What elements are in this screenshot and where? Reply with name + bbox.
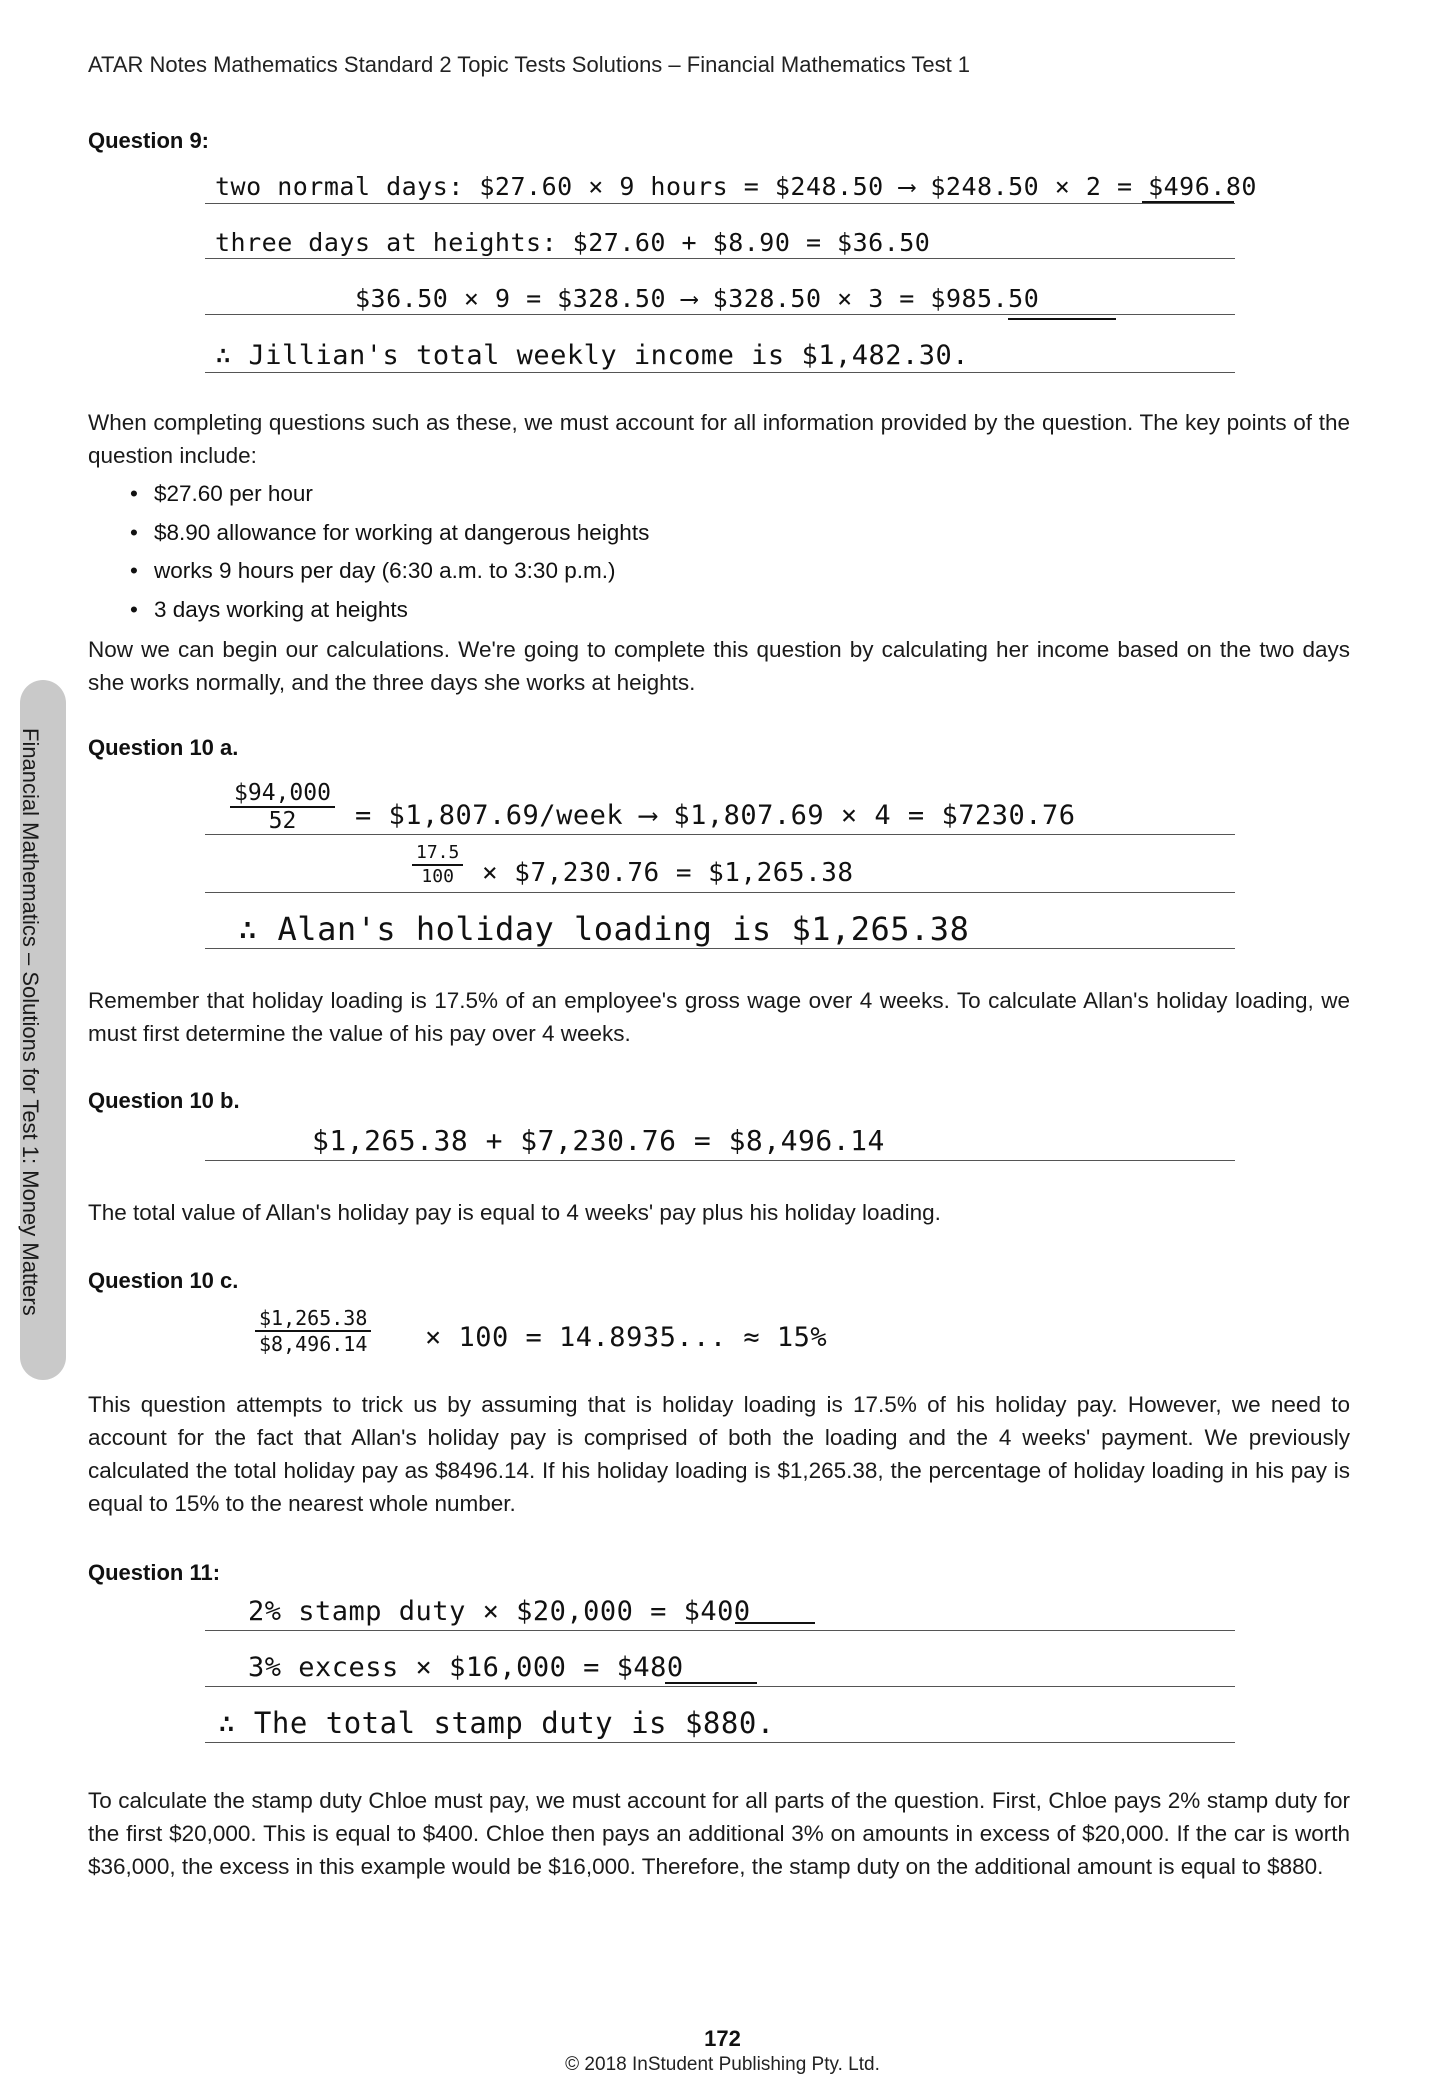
answer-underline <box>1142 201 1234 203</box>
q9-explanation: When completing questions such as these, we must account for all information provided by the question. The key points of the question include: <box>88 410 1350 468</box>
answer-line <box>205 258 1235 259</box>
answer-line <box>205 1630 1235 1631</box>
q10a-fraction-2 <box>412 842 463 888</box>
q9-working-line-1: two normal days: $27.60 × 9 hours = $248.50 ⟶ $248.50 × 2 = $496.80 <box>215 172 1257 201</box>
q10a-working-line-1: = $1,807.69/week ⟶ $1,807.69 × 4 = $7230.76 <box>355 800 1076 831</box>
q10a-fraction-1 <box>230 780 335 834</box>
key-point: • 3 days working at heights <box>130 591 649 630</box>
side-tab-label: Financial Mathematics – Solutions for Test 1: Money Matters <box>18 728 43 1316</box>
key-point: • works 9 hours per day (6:30 a.m. to 3:30 p.m.) <box>130 552 649 591</box>
q11-explanation: To calculate the stamp duty Chloe must pay, we must account for all parts of the question. First, Chloe pays 2% stamp duty for the first $20,000. This is equal to $400. Chloe then pays an additional 3% on amounts in excess of $20,000. If the car is worth $36,000, the excess in this example would be $16,000. Therefore, the stamp duty on the additional amount is equal to $880. <box>88 1788 1350 1879</box>
answer-line <box>205 314 1235 315</box>
q10b-working-line-1: $1,265.38 + $7,230.76 = $8,496.14 <box>312 1124 885 1157</box>
q9-working-line-3: $36.50 × 9 = $328.50 ⟶ $328.50 × 3 = $985.50 <box>355 284 1040 313</box>
answer-line <box>205 1742 1235 1743</box>
answer-line <box>205 1686 1235 1687</box>
q10c-working-line-1: × 100 = 14.8935... ≈ 15% <box>425 1322 828 1353</box>
question-9-heading: Question 9: <box>88 128 210 153</box>
fraction-numerator: 17.5 <box>412 842 463 866</box>
page-number: 172 <box>704 2026 741 2051</box>
fraction-denominator: 100 <box>421 866 454 887</box>
answer-underline <box>665 1682 757 1684</box>
q9-working-line-2: three days at heights: $27.60 + $8.90 = $36.50 <box>215 228 931 257</box>
key-point: • $27.60 per hour <box>130 475 649 514</box>
answer-line <box>205 203 1235 204</box>
q11-working-line-1: 2% stamp duty × $20,000 = $400 <box>248 1596 751 1627</box>
question-10c-heading: Question 10 c. <box>88 1268 239 1293</box>
question-10b-heading: Question 10 b. <box>88 1088 240 1113</box>
q9-key-points <box>130 475 649 629</box>
key-point: • $8.90 allowance for working at dangerous heights <box>130 514 649 553</box>
answer-line <box>205 834 1235 835</box>
answer-line <box>205 1160 1235 1161</box>
q10c-explanation: This question attempts to trick us by assuming that is holiday loading is 17.5% of his holiday pay. However, we need to account for the fact that Allan's holiday pay is comprised of both the loading and the 4 weeks' payment. We previously calculated the total holiday pay as $8496.14. If his holiday loading is $1,265.38, the percentage of holiday loading in his pay is equal to 15% to the nearest whole number. <box>88 1392 1350 1516</box>
copyright: © 2018 InStudent Publishing Pty. Ltd. <box>565 2054 880 2075</box>
side-tab <box>20 680 66 1380</box>
q10c-fraction <box>255 1306 371 1356</box>
q10a-explanation: Remember that holiday loading is 17.5% of an employee's gross wage over 4 weeks. To calculate Allan's holiday loading, we must first determine the value of his pay over 4 weeks. <box>88 988 1350 1046</box>
fraction-denominator: $8,496.14 <box>259 1332 368 1356</box>
question-11-heading: Question 11: <box>88 1560 221 1585</box>
answer-line <box>205 372 1235 373</box>
q11-working-line-3: ∴ The total stamp duty is $880. <box>218 1706 775 1740</box>
q10a-working-line-2: × $7,230.76 = $1,265.38 <box>482 858 854 888</box>
answer-underline <box>735 1622 815 1624</box>
q10b-explanation: The total value of Allan's holiday pay is equal to 4 weeks' pay plus his holiday loading. <box>88 1200 941 1225</box>
answer-line <box>205 892 1235 893</box>
q9-explanation-2: Now we can begin our calculations. We're going to complete this question by calculating her income based on the two days she works normally, and the three days she works at heights. <box>88 637 1350 695</box>
answer-underline <box>1008 318 1116 320</box>
fraction-numerator: $1,265.38 <box>255 1306 371 1332</box>
page-header: ATAR Notes Mathematics Standard 2 Topic Tests Solutions – Financial Mathematics Test 1 <box>88 52 971 77</box>
fraction-numerator: $94,000 <box>230 780 335 808</box>
fraction-denominator: 52 <box>268 808 297 834</box>
q9-working-line-4: ∴ Jillian's total weekly income is $1,482.30. <box>215 340 969 371</box>
q11-working-line-2: 3% excess × $16,000 = $480 <box>248 1652 684 1683</box>
answer-line <box>205 948 1235 949</box>
question-10a-heading: Question 10 a. <box>88 735 239 760</box>
q10a-working-line-3: ∴ Alan's holiday loading is $1,265.38 <box>238 910 970 948</box>
